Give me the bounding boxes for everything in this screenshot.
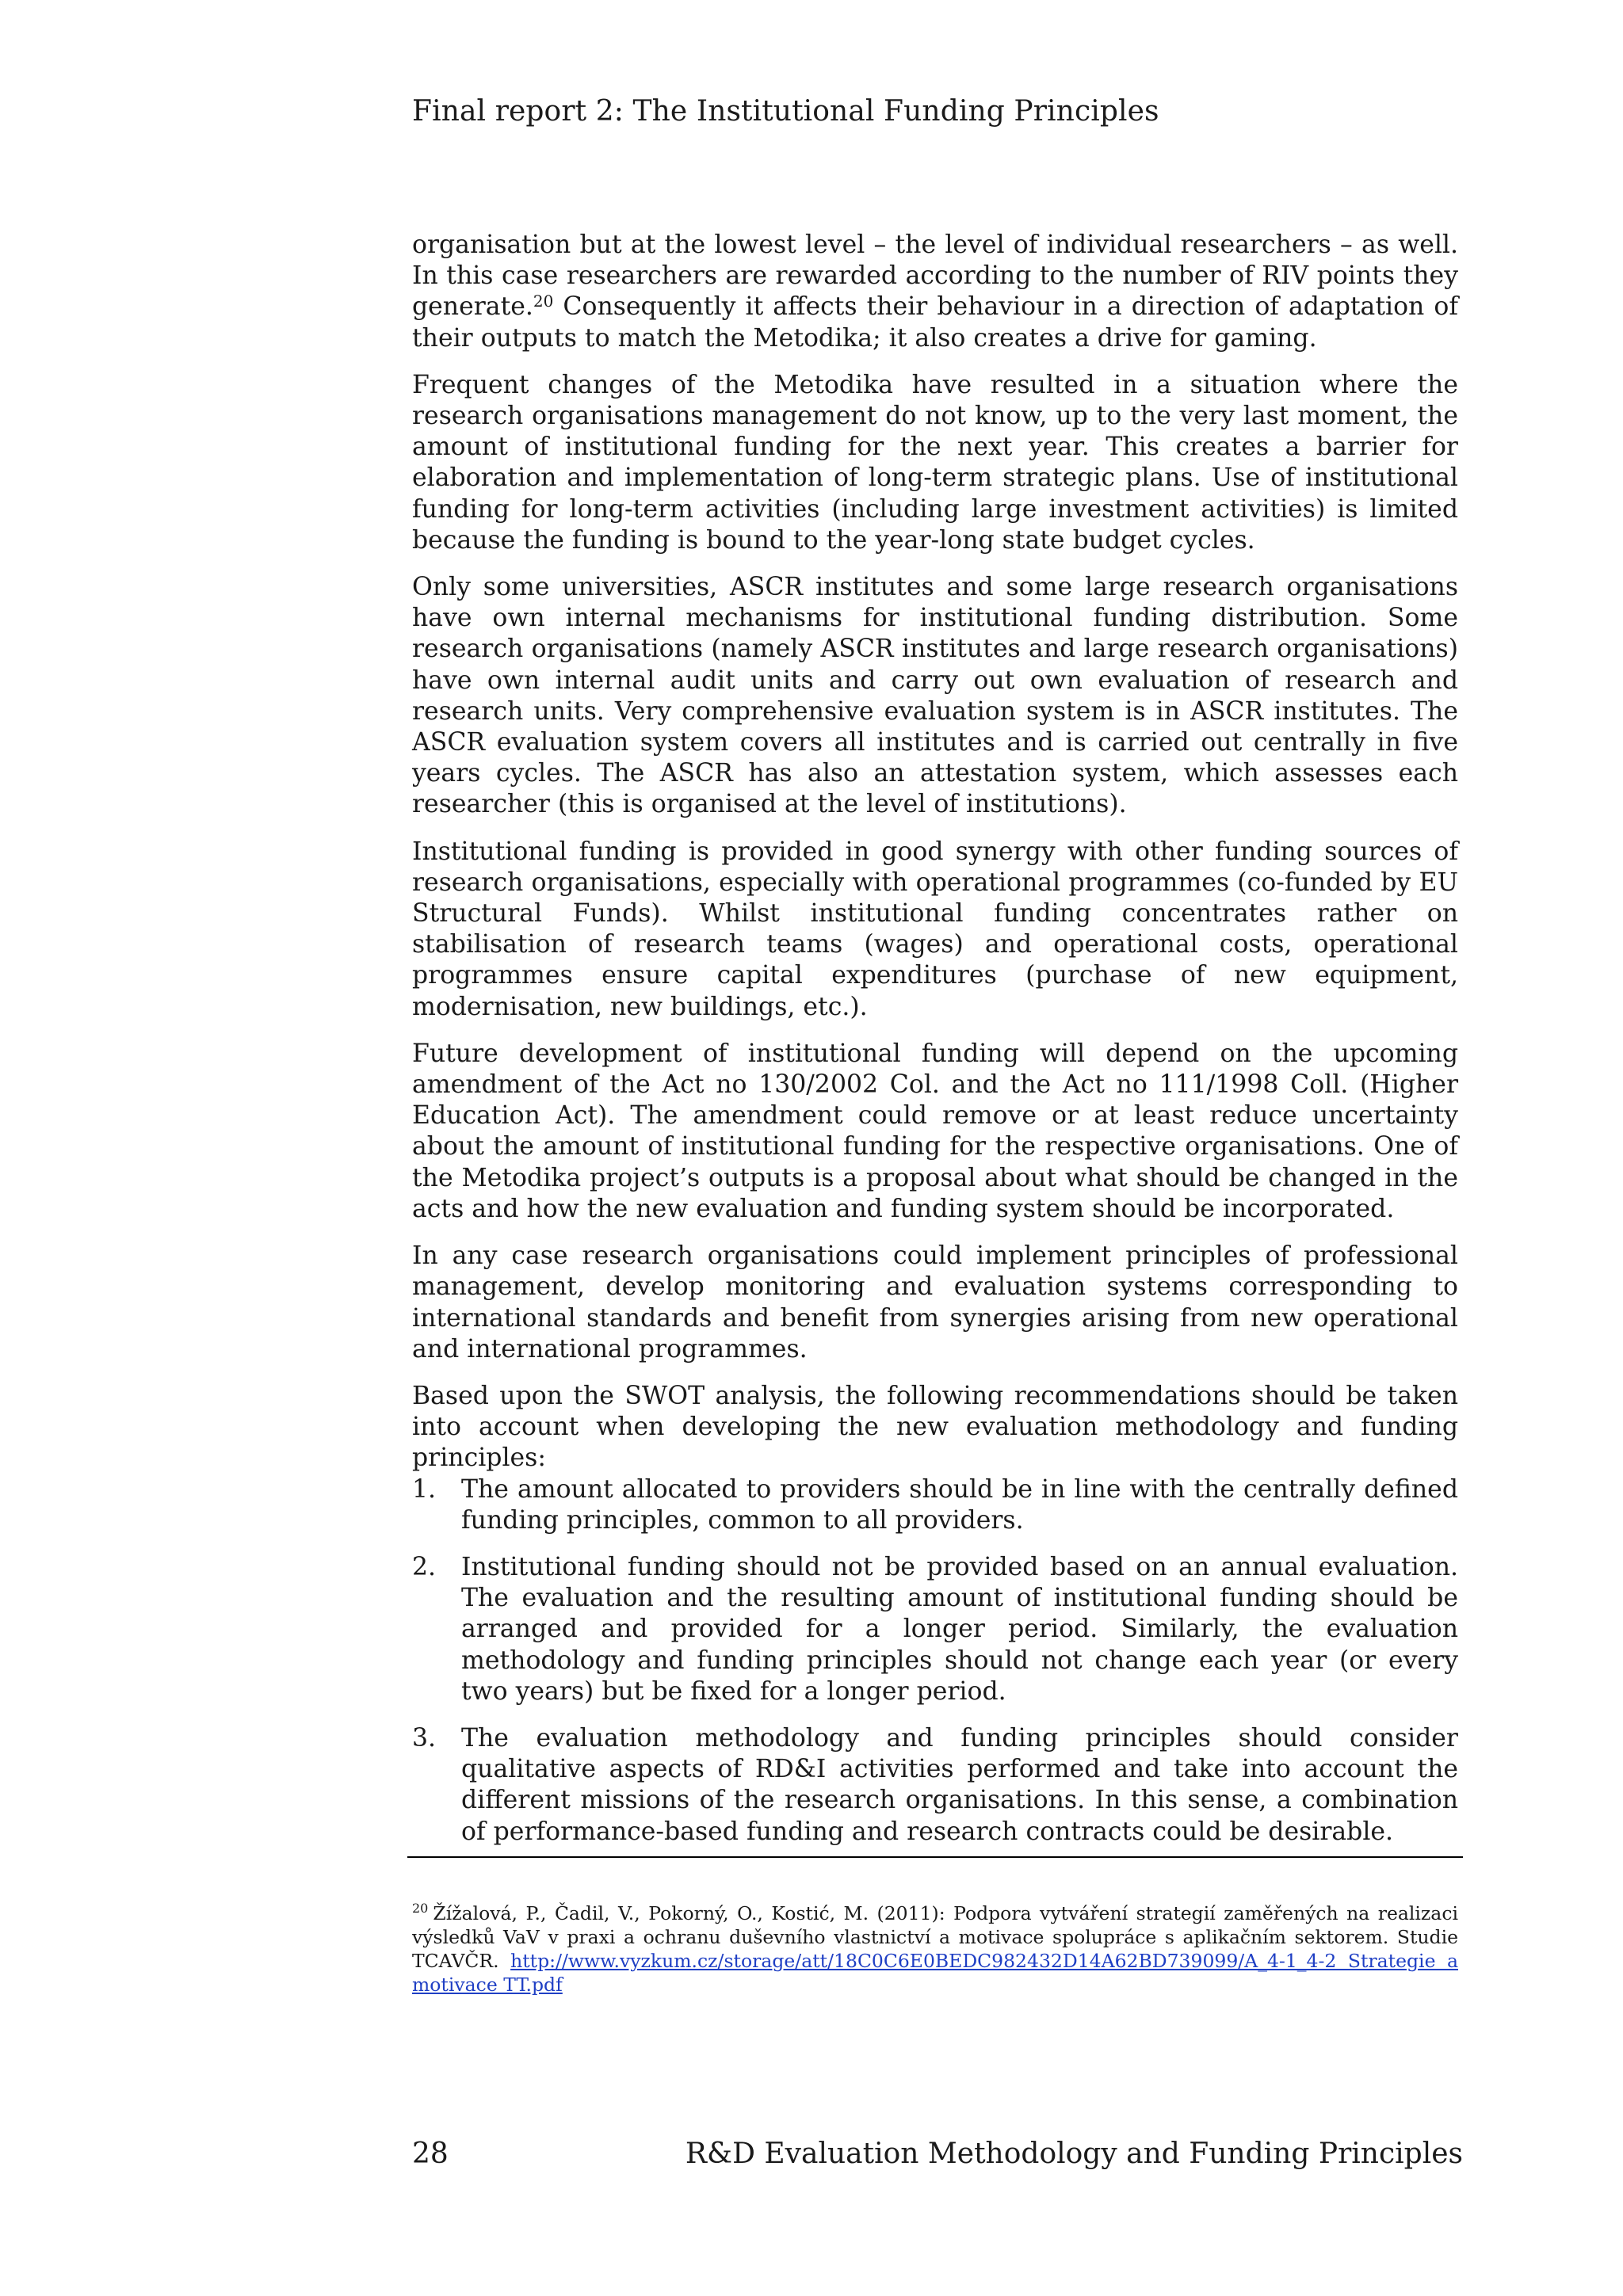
paragraph-1 bbox=[412, 230, 1458, 354]
list-item-text: The evaluation methodology and funding principles should consider qualitative aspects of RD&I activities performed and take into account the different missions of the research organisations. In this sense, a combination of performance-based funding and research contracts could be desirable. bbox=[461, 1723, 1458, 1846]
footnote-link[interactable]: http://www.vyzkum.cz/storage/att/18C0C6E0BEDC982432D14A62BD739099/A_4-1_4-2 Strategie a motivace TT.pdf bbox=[412, 1950, 1458, 1996]
footnote-mark: 20 bbox=[412, 1901, 429, 1916]
footnote-separator bbox=[407, 1856, 1463, 1858]
list-item bbox=[412, 1552, 1458, 1707]
list-item bbox=[412, 1723, 1458, 1848]
recommendations-list bbox=[412, 1474, 1458, 1848]
list-item-number: 1. bbox=[412, 1474, 437, 1504]
paragraph-3: Only some universities, ASCR institutes and some large research organisations have own internal mechanisms for institutional funding distribution. Some research organisations (namely ASCR institutes and large research organisations) have own internal audit units and carry out own evaluation of research and research units. Very comprehensive evaluation system is in ASCR institutes. The ASCR evaluation system covers all institutes and is carried out centrally in five years cycles. The ASCR has also an attestation system, which assesses each researcher (this is organised at the level of institutions). bbox=[412, 573, 1458, 819]
footnote-reference[interactable]: 20 bbox=[533, 292, 554, 311]
body-text bbox=[412, 230, 1458, 1863]
footnote-text: Žížalová, P., Čadil, V., Pokorný, O., Kostić, M. (2011): Podpora vytváření strategií zaměřených na realizaci výsledků VaV v praxi a ochranu duševního vlastnictví a motivace spolupráce s aplikačním sektorem. Studie TCAVČR. bbox=[412, 1902, 1458, 1972]
paragraph-5: Future development of institutional funding will depend on the upcoming amendment of the Act no 130/2002 Col. and the Act no 111/1998 Coll. (Higher Education Act). The amendment could remove or at least reduce uncertainty about the amount of institutional funding for the respective organisations. One of the Metodika project’s outputs is a proposal about what should be changed in the acts and how the new evaluation and funding system should be incorporated. bbox=[412, 1039, 1458, 1223]
paragraph-4: Institutional funding is provided in good synergy with other funding sources of research organisations, especially with operational programmes (co-funded by EU Structural Funds). Whilst institutional funding concentrates rather on stabilisation of research teams (wages) and operational costs, operational programmes ensure capital expenditures (purchase of new equipment, modernisation, new buildings, etc.). bbox=[412, 837, 1458, 1021]
running-footer: R&D Evaluation Methodology and Funding Principles bbox=[685, 2138, 1463, 2170]
list-item-number: 3. bbox=[412, 1723, 437, 1753]
footnote bbox=[412, 1901, 1458, 1997]
running-header: Final report 2: The Institutional Funding Principles bbox=[412, 95, 1159, 128]
list-item bbox=[412, 1474, 1458, 1536]
paragraph-6: In any case research organisations could implement principles of professional management, develop monitoring and evaluation systems corresponding to international standards and benefit from synergies arising from new operational and international programmes. bbox=[412, 1241, 1458, 1363]
list-item-text: Institutional funding should not be provided based on an annual evaluation. The evaluation and the resulting amount of institutional funding should be arranged and provided for a longer period. Similarly, the evaluation methodology and funding principles should not change each year (or every two years) but be fixed for a longer period. bbox=[461, 1552, 1458, 1706]
footnote-body bbox=[412, 1901, 1458, 1997]
list-item-text: The amount allocated to providers should be in line with the centrally defined funding principles, common to all providers. bbox=[461, 1474, 1458, 1535]
paragraph-1-after: Consequently it affects their behaviour in a direction of adaptation of their outputs to match the Metodika; it also creates a drive for gaming. bbox=[412, 292, 1458, 353]
page-number: 28 bbox=[412, 2138, 449, 2170]
paragraph-1-before: organisation but at the lowest level – the level of individual researchers – as well. In this case researchers are rewarded according to the number of RIV points they generate. bbox=[412, 231, 1458, 322]
list-item-number: 2. bbox=[412, 1552, 437, 1581]
paragraph-7: Based upon the SWOT analysis, the following recommendations should be taken into account when developing the new evaluation methodology and funding principles: bbox=[412, 1381, 1458, 1473]
paragraph-2: Frequent changes of the Metodika have resulted in a situation where the research organisations management do not know, up to the very last moment, the amount of institutional funding for the next year. This creates a barrier for elaboration and implementation of long-term strategic plans. Use of institutional funding for long-term activities (including large investment activities) is limited because the funding is bound to the year-long state budget cycles. bbox=[412, 370, 1458, 555]
